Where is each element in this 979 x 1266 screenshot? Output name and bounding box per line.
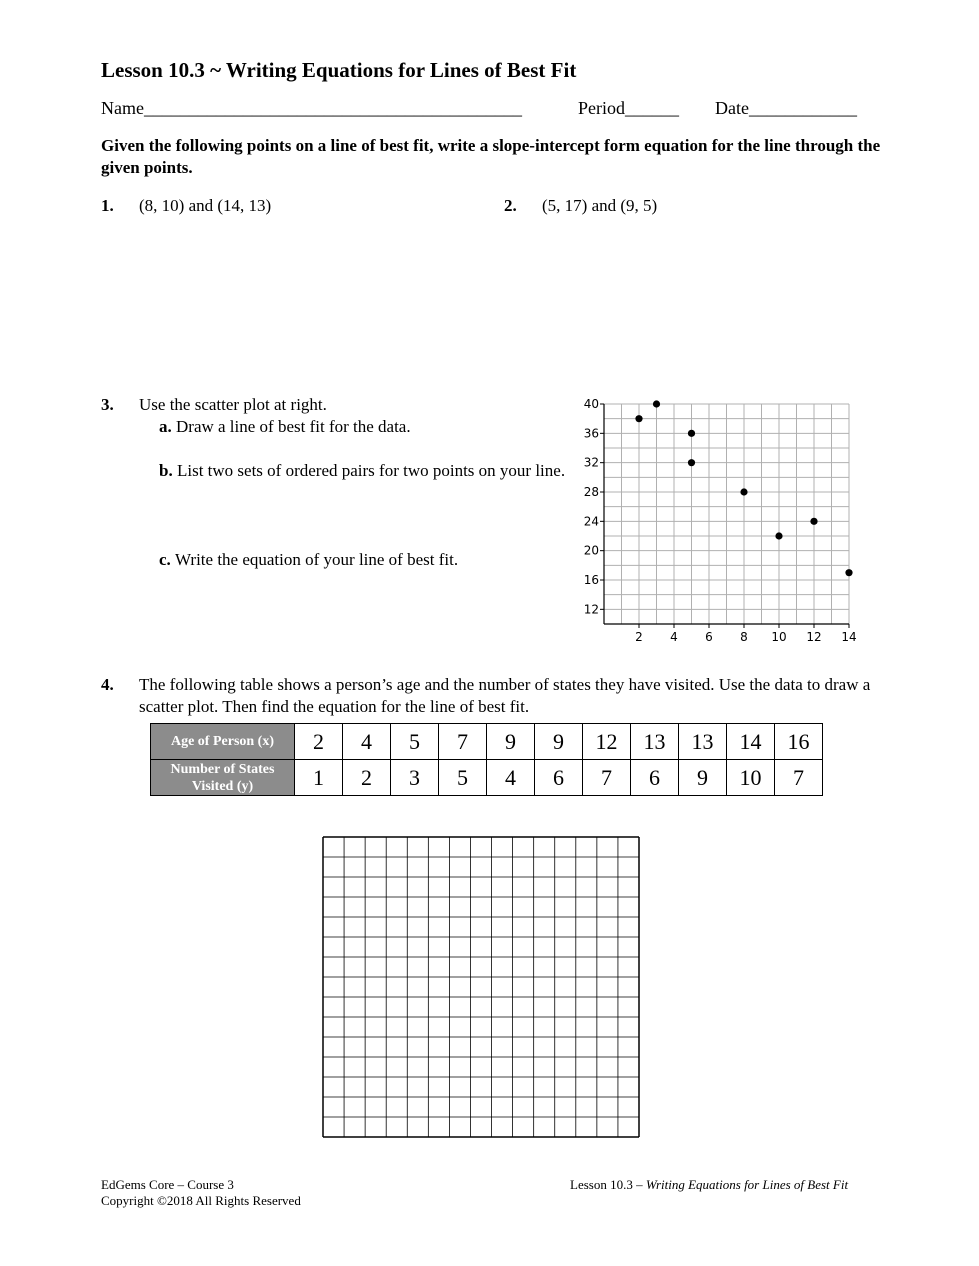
question-text: Use the scatter plot at right. — [139, 395, 327, 414]
y-tick-label: 12 — [583, 602, 599, 617]
question-number: 2. — [504, 196, 517, 215]
question-text: (5, 17) and (9, 5) — [542, 196, 658, 215]
y-tick-label: 32 — [583, 455, 599, 470]
blank-graph-grid[interactable] — [318, 834, 644, 1140]
period-field[interactable]: Period______ — [578, 98, 679, 118]
data-point — [775, 532, 782, 539]
table-cell: 4 — [487, 760, 535, 796]
table-cell: 6 — [535, 760, 583, 796]
table-cell: 2 — [343, 760, 391, 796]
footer-copyright: Copyright ©2018 All Rights Reserved — [101, 1193, 301, 1208]
states-row-header — [151, 760, 295, 796]
part-text: List two sets of ordered pairs for two points on your line. — [176, 461, 566, 480]
table-cell: 13 — [679, 724, 727, 760]
data-point — [845, 569, 852, 576]
table-cell: 10 — [727, 760, 775, 796]
y-tick-label: 36 — [583, 426, 599, 441]
part-label: b. — [159, 461, 173, 480]
question-3c — [159, 549, 458, 571]
x-tick-label: 14 — [841, 630, 857, 644]
data-point — [688, 459, 695, 466]
part-label: c. — [159, 550, 171, 569]
data-point — [653, 400, 660, 407]
x-tick-label: 2 — [635, 630, 643, 644]
scatter-plot — [570, 392, 870, 652]
x-tick-label: 4 — [670, 630, 678, 644]
question-4 — [101, 674, 881, 718]
table-cell: 7 — [583, 760, 631, 796]
row-header-text: Age of Person (x) — [170, 734, 275, 749]
data-point — [740, 488, 747, 495]
y-tick-label: 20 — [583, 543, 599, 558]
x-tick-label: 12 — [806, 630, 822, 644]
date-field[interactable]: Date____________ — [715, 98, 857, 118]
table-cell: 7 — [775, 760, 823, 796]
table-cell: 9 — [535, 724, 583, 760]
footer-lesson-title: Writing Equations for Lines of Best Fit — [645, 1177, 849, 1192]
table-cell: 6 — [631, 760, 679, 796]
y-tick-labels — [584, 397, 604, 616]
table-cell: 5 — [391, 724, 439, 760]
question-2 — [504, 196, 657, 216]
y-tick-label: 40 — [583, 397, 599, 411]
table-cell: 9 — [487, 724, 535, 760]
question-number: 1. — [101, 196, 114, 215]
table-cell: 2 — [295, 724, 343, 760]
data-point — [635, 415, 642, 422]
question-3 — [101, 395, 327, 415]
table-cell: 4 — [343, 724, 391, 760]
footer-lesson-number: Lesson 10.3 – — [570, 1177, 646, 1192]
instructions: Given the following points on a line of best fit, write a slope-intercept form equation for the line through the given points. — [101, 136, 881, 177]
data-point — [688, 430, 695, 437]
table-cell: 1 — [295, 760, 343, 796]
x-tick-label: 6 — [705, 630, 713, 644]
question-1 — [101, 196, 271, 216]
table-row — [151, 760, 823, 796]
part-text: Write the equation of your line of best fit. — [175, 550, 459, 569]
page-title: Lesson 10.3 ~ Writing Equations for Lines of Best Fit — [101, 58, 577, 82]
table-cell: 12 — [583, 724, 631, 760]
row-header-text: Number of States Visited (y) — [170, 761, 275, 794]
y-tick-label: 16 — [583, 573, 599, 587]
table-row — [151, 724, 823, 760]
y-tick-label: 24 — [583, 514, 599, 529]
question-text: (8, 10) and (14, 13) — [139, 196, 272, 215]
age-row-header — [151, 724, 295, 760]
table-cell: 14 — [727, 724, 775, 760]
age-states-table — [150, 723, 823, 796]
table-cell: 16 — [775, 724, 823, 760]
table-cell: 7 — [439, 724, 487, 760]
question-3a — [159, 416, 411, 438]
table-cell: 3 — [391, 760, 439, 796]
part-label: a. — [159, 417, 172, 436]
part-text: Draw a line of best fit for the data. — [176, 417, 411, 436]
question-number: 3. — [101, 395, 114, 414]
name-field[interactable]: Name__________________________________________ — [101, 98, 522, 118]
x-tick-label: 10 — [771, 630, 787, 644]
y-tick-label: 28 — [583, 485, 599, 499]
question-number: 4. — [101, 675, 114, 694]
x-tick-labels — [635, 624, 856, 644]
table-cell: 5 — [439, 760, 487, 796]
table-cell: 13 — [631, 724, 679, 760]
footer-course: EdGems Core – Course 3 — [101, 1177, 234, 1192]
footer-lesson — [570, 1177, 848, 1193]
question-3b — [159, 460, 584, 482]
question-text: The following table shows a person’s age and the number of states they have visited. Use the data to draw a scatter plot. Then find the equation for the line of best fit. — [139, 675, 871, 716]
scatter-grid — [604, 404, 849, 624]
table-cell: 9 — [679, 760, 727, 796]
x-tick-label: 8 — [740, 630, 748, 644]
data-point — [810, 518, 817, 525]
